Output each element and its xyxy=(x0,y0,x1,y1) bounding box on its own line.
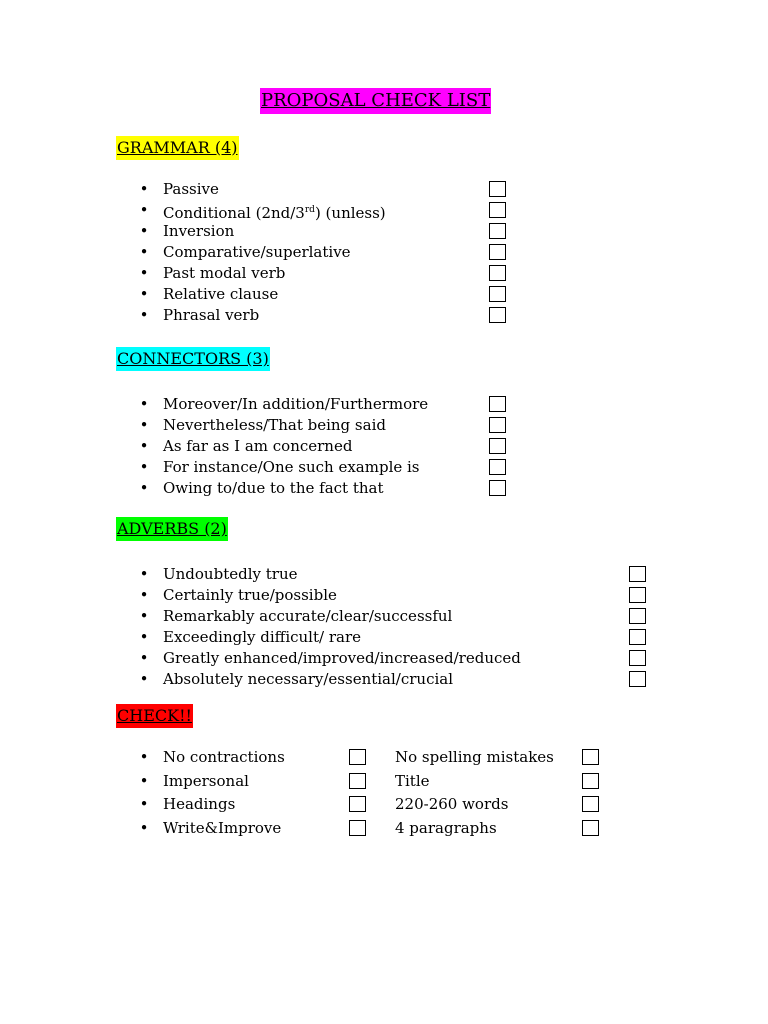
adverbs-list xyxy=(138,564,650,690)
check-item-label: Headings xyxy=(163,795,236,813)
list-item xyxy=(138,179,510,200)
list-item xyxy=(138,585,650,606)
check-checkbox[interactable] xyxy=(349,773,366,789)
connector-item-label: Owing to/due to the fact that xyxy=(163,479,384,497)
list-item xyxy=(138,263,510,284)
connector-item-label: Moreover/In addition/Furthermore xyxy=(163,395,429,413)
list-item xyxy=(138,457,510,478)
list-item xyxy=(138,769,370,793)
bullet-icon: • xyxy=(139,395,149,413)
connector-checkbox[interactable] xyxy=(489,459,506,475)
list-item xyxy=(395,792,603,816)
grammar-item-label: Inversion xyxy=(163,222,235,240)
bullet-icon: • xyxy=(139,416,149,434)
list-item xyxy=(138,221,510,242)
grammar-checkbox[interactable] xyxy=(489,244,506,260)
grammar-item-label: Passive xyxy=(163,180,219,198)
list-item xyxy=(138,394,510,415)
list-item xyxy=(138,284,510,305)
check-checkbox[interactable] xyxy=(582,749,599,765)
list-item xyxy=(138,436,510,457)
bullet-icon: • xyxy=(139,748,149,766)
adverb-item-label: Certainly true/possible xyxy=(163,586,337,604)
list-item xyxy=(138,816,370,840)
grammar-checkbox[interactable] xyxy=(489,307,506,323)
list-item xyxy=(395,816,603,840)
bullet-icon: • xyxy=(139,243,149,261)
check-checkbox[interactable] xyxy=(582,773,599,789)
connector-checkbox[interactable] xyxy=(489,480,506,496)
conditional-superscript: rd xyxy=(304,205,315,215)
grammar-item-label: Comparative/superlative xyxy=(163,243,351,261)
bullet-icon: • xyxy=(139,607,149,625)
list-item xyxy=(138,606,650,627)
check-item-label: 4 paragraphs xyxy=(395,819,497,837)
list-item xyxy=(138,478,510,499)
grammar-item-label: Phrasal verb xyxy=(163,306,260,324)
grammar-checkbox[interactable] xyxy=(489,202,506,218)
list-item xyxy=(138,669,650,690)
connector-item-label: Nevertheless/That being said xyxy=(163,416,386,434)
bullet-icon: • xyxy=(139,458,149,476)
bullet-icon: • xyxy=(139,565,149,583)
adverb-checkbox[interactable] xyxy=(629,587,646,603)
page-title: PROPOSAL CHECK LIST xyxy=(260,88,491,114)
connector-checkbox[interactable] xyxy=(489,438,506,454)
list-item xyxy=(138,305,510,326)
adverb-item-label: Remarkably accurate/clear/successful xyxy=(163,607,453,625)
adverb-item-label: Greatly enhanced/improved/increased/reduced xyxy=(163,649,521,667)
list-item xyxy=(138,648,650,669)
grammar-checkbox[interactable] xyxy=(489,223,506,239)
bullet-icon: • xyxy=(139,222,149,240)
adverbs-heading: ADVERBS (2) xyxy=(116,517,228,541)
list-item xyxy=(138,415,510,436)
grammar-checkbox[interactable] xyxy=(489,181,506,197)
list-item xyxy=(138,242,510,263)
bullet-icon: • xyxy=(139,437,149,455)
check-item-label: 220-260 words xyxy=(395,795,509,813)
conditional-text: Conditional (2nd/3 xyxy=(163,204,305,222)
list-item xyxy=(395,745,603,769)
grammar-list xyxy=(138,179,510,326)
bullet-icon: • xyxy=(139,306,149,324)
list-item xyxy=(138,200,510,221)
connector-checkbox[interactable] xyxy=(489,396,506,412)
bullet-icon: • xyxy=(139,670,149,688)
connectors-list xyxy=(138,394,510,499)
bullet-icon: • xyxy=(139,772,149,790)
bullet-icon: • xyxy=(139,479,149,497)
check-checkbox[interactable] xyxy=(582,820,599,836)
connector-item-label: For instance/One such example is xyxy=(163,458,420,476)
check-item-label: Write&Improve xyxy=(163,819,282,837)
bullet-icon: • xyxy=(139,795,149,813)
list-item xyxy=(138,792,370,816)
check-checkbox[interactable] xyxy=(349,820,366,836)
adverb-checkbox[interactable] xyxy=(629,629,646,645)
adverb-item-label: Undoubtedly true xyxy=(163,565,298,583)
grammar-item-label: Relative clause xyxy=(163,285,279,303)
grammar-heading: GRAMMAR (4) xyxy=(116,136,239,160)
adverb-item-label: Exceedingly difficult/ rare xyxy=(163,628,361,646)
list-item xyxy=(395,769,603,793)
bullet-icon: • xyxy=(139,628,149,646)
bullet-icon: • xyxy=(139,285,149,303)
check-checkbox[interactable] xyxy=(582,796,599,812)
connector-checkbox[interactable] xyxy=(489,417,506,433)
conditional-tail: ) (unless) xyxy=(314,204,386,222)
connectors-heading: CONNECTORS (3) xyxy=(116,347,270,371)
check-item-label: No spelling mistakes xyxy=(395,748,554,766)
check-item-label: No contractions xyxy=(163,748,285,766)
grammar-item-label: Past modal verb xyxy=(163,264,286,282)
list-item xyxy=(138,745,370,769)
list-item xyxy=(138,627,650,648)
bullet-icon: • xyxy=(139,819,149,837)
check-checkbox[interactable] xyxy=(349,796,366,812)
adverb-checkbox[interactable] xyxy=(629,671,646,687)
check-item-label: Impersonal xyxy=(163,772,249,790)
check-item-label: Title xyxy=(395,772,430,790)
bullet-icon: • xyxy=(139,201,149,219)
bullet-icon: • xyxy=(139,180,149,198)
adverb-checkbox[interactable] xyxy=(629,608,646,624)
check-heading: CHECK!! xyxy=(116,704,193,728)
adverb-checkbox[interactable] xyxy=(629,566,646,582)
check-checkbox[interactable] xyxy=(349,749,366,765)
connector-item-label: As far as I am concerned xyxy=(163,437,353,455)
bullet-icon: • xyxy=(139,264,149,282)
adverb-item-label: Absolutely necessary/essential/crucial xyxy=(163,670,454,688)
grammar-checkbox[interactable] xyxy=(489,286,506,302)
bullet-icon: • xyxy=(139,586,149,604)
grammar-checkbox[interactable] xyxy=(489,265,506,281)
adverb-checkbox[interactable] xyxy=(629,650,646,666)
bullet-icon: • xyxy=(139,649,149,667)
list-item xyxy=(138,564,650,585)
